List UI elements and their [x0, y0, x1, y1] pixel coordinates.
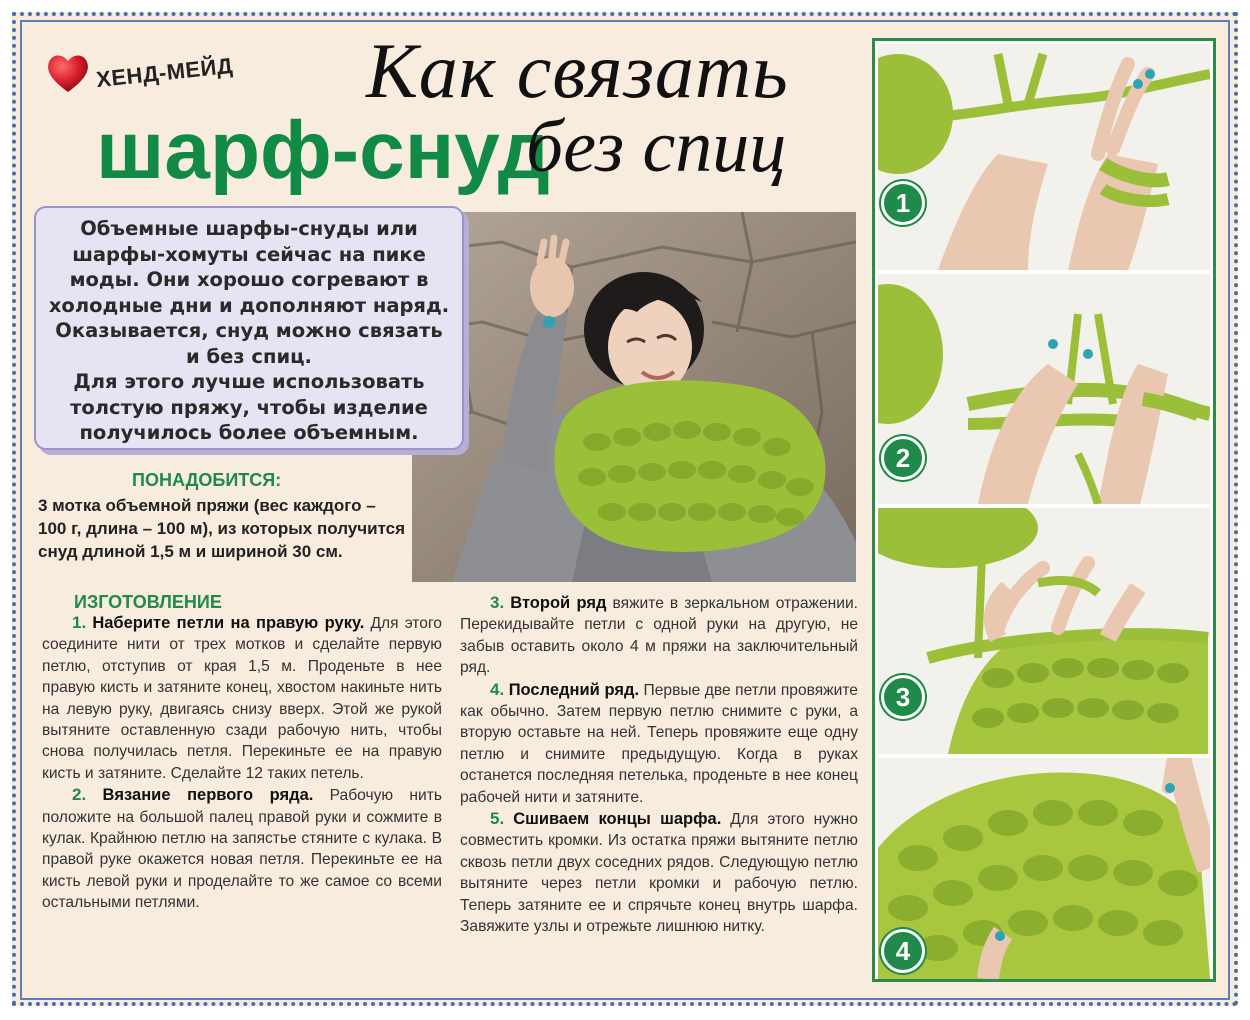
rubric — [46, 52, 233, 94]
step-5-text: Для этого нужно совместить кромки. Из остатка пряжи вытяните петлю сквозь петли двух соседних рядов. Следующую петлю вытяните через петли кромки и рабочую петлю. Теперь затяните ее и спрячьте конец внутрь шарфа. Завяжите узлы и отрежьте лишнюю нитку. — [460, 811, 858, 936]
step-5 — [460, 808, 858, 937]
hands-first-row-illustration — [878, 274, 1210, 504]
step-1-number: 1. — [72, 613, 87, 632]
step-1 — [42, 612, 442, 784]
title-line-2-green: шарф-снуд — [96, 105, 550, 196]
intro-paragraph-1: Объемные шарфы-снуды или шарфы-хомуты сейчас на пике моды. Они хорошо согревают в холодные дни и дополняют наряд. Оказывается, снуд можно связать и без спиц. — [48, 217, 450, 368]
needs-heading: ПОНАДОБИТСЯ: — [132, 470, 282, 490]
step-3-number: 3. — [490, 593, 505, 612]
step-badge-1: 1 — [881, 181, 925, 225]
woman-in-snood-illustration — [412, 212, 856, 582]
step-badge-4: 4 — [881, 929, 925, 973]
step-photo-3 — [878, 508, 1210, 754]
rubric-label: ХЕНД-МЕЙД — [95, 52, 235, 93]
intro-paragraph-2: Для этого лучше использовать толстую пряжу, чтобы изделие получилось более объемным. — [70, 370, 428, 444]
step-4-text: Первые две петли провяжите как обычно. Затем первую петлю снимите с руки, а вторую оставьте на ней. Теперь провяжите еще одну петлю и снимите предыдущую. Когда в руках останется последняя петелька, проденьте в нее конец рабочей нити и затяните. — [460, 681, 858, 806]
main-photo — [412, 212, 856, 582]
intro-box — [34, 206, 464, 450]
step-1-heading: Наберите петли на правую руку. — [92, 614, 365, 632]
step-2-number: 2. — [72, 785, 87, 805]
step-4-number: 4. — [490, 679, 505, 699]
step-3-heading: Второй ряд — [510, 594, 607, 612]
step-photo-4 — [878, 758, 1210, 979]
step-2-heading: Вязание первого ряда. — [102, 786, 314, 805]
step-photo-strip — [872, 38, 1216, 982]
step-4 — [460, 679, 858, 808]
step-1-text: Для этого соедините нити от трех мотков и сделайте первую петлю, отступив от края 1,5 м. Проденьте в нее правую кисть и затяните конец, хвостом накиньте нить на левую руку, двигаясь снизу вверх. Этой же рукой вытяните оставленную сзади рабочую нить, чтобы снова получилась петля. Перекиньте ее на правую кисть и затяните. Сделайте 12 таких петель. — [42, 615, 442, 782]
step-badge-2: 2 — [881, 436, 925, 480]
step-4-heading: Последний ряд. — [508, 680, 640, 699]
hands-casting-on-illustration — [878, 44, 1210, 270]
needs-text: 3 мотка объемной пряжи (вес каждого – 100 г, длина – 100 м), из которых получится снуд длиной 1,5 м и шириной 30 см. — [38, 496, 406, 561]
title-line-1: Как связать — [366, 27, 789, 114]
heart-icon — [46, 52, 90, 94]
step-2-text: Рабочую нить положите на большой палец правой руки и сожмите в кулак. Крайнюю петлю на запястье стяните с кулака. В правой руке окажется новая петля. Перекиньте ее на кисть левой руки и проделайте то же самое со всеми остальными петлями. — [42, 787, 442, 912]
step-photo-2 — [878, 274, 1210, 504]
making-heading: ИЗГОТОВЛЕНИЕ — [74, 592, 222, 612]
instructions-right-column — [460, 592, 858, 938]
step-2 — [42, 784, 442, 913]
knitted-rows-illustration — [878, 508, 1210, 754]
step-5-number: 5. — [490, 809, 505, 829]
step-5-heading: Сшиваем концы шарфа. — [513, 810, 722, 829]
step-3-text: вяжите в зеркальном отражении. Перекидывайте петли с одной руки на другую, не забыв оставить около 4 м пряжи на заключительный ряд. — [460, 595, 858, 677]
step-3 — [460, 592, 858, 679]
step-badge-3: 3 — [881, 675, 925, 719]
finished-snood-illustration — [878, 758, 1210, 979]
instructions-left-column — [42, 592, 442, 914]
title-line-2-rest: без спиц — [526, 106, 787, 188]
step-photo-1 — [878, 44, 1210, 270]
